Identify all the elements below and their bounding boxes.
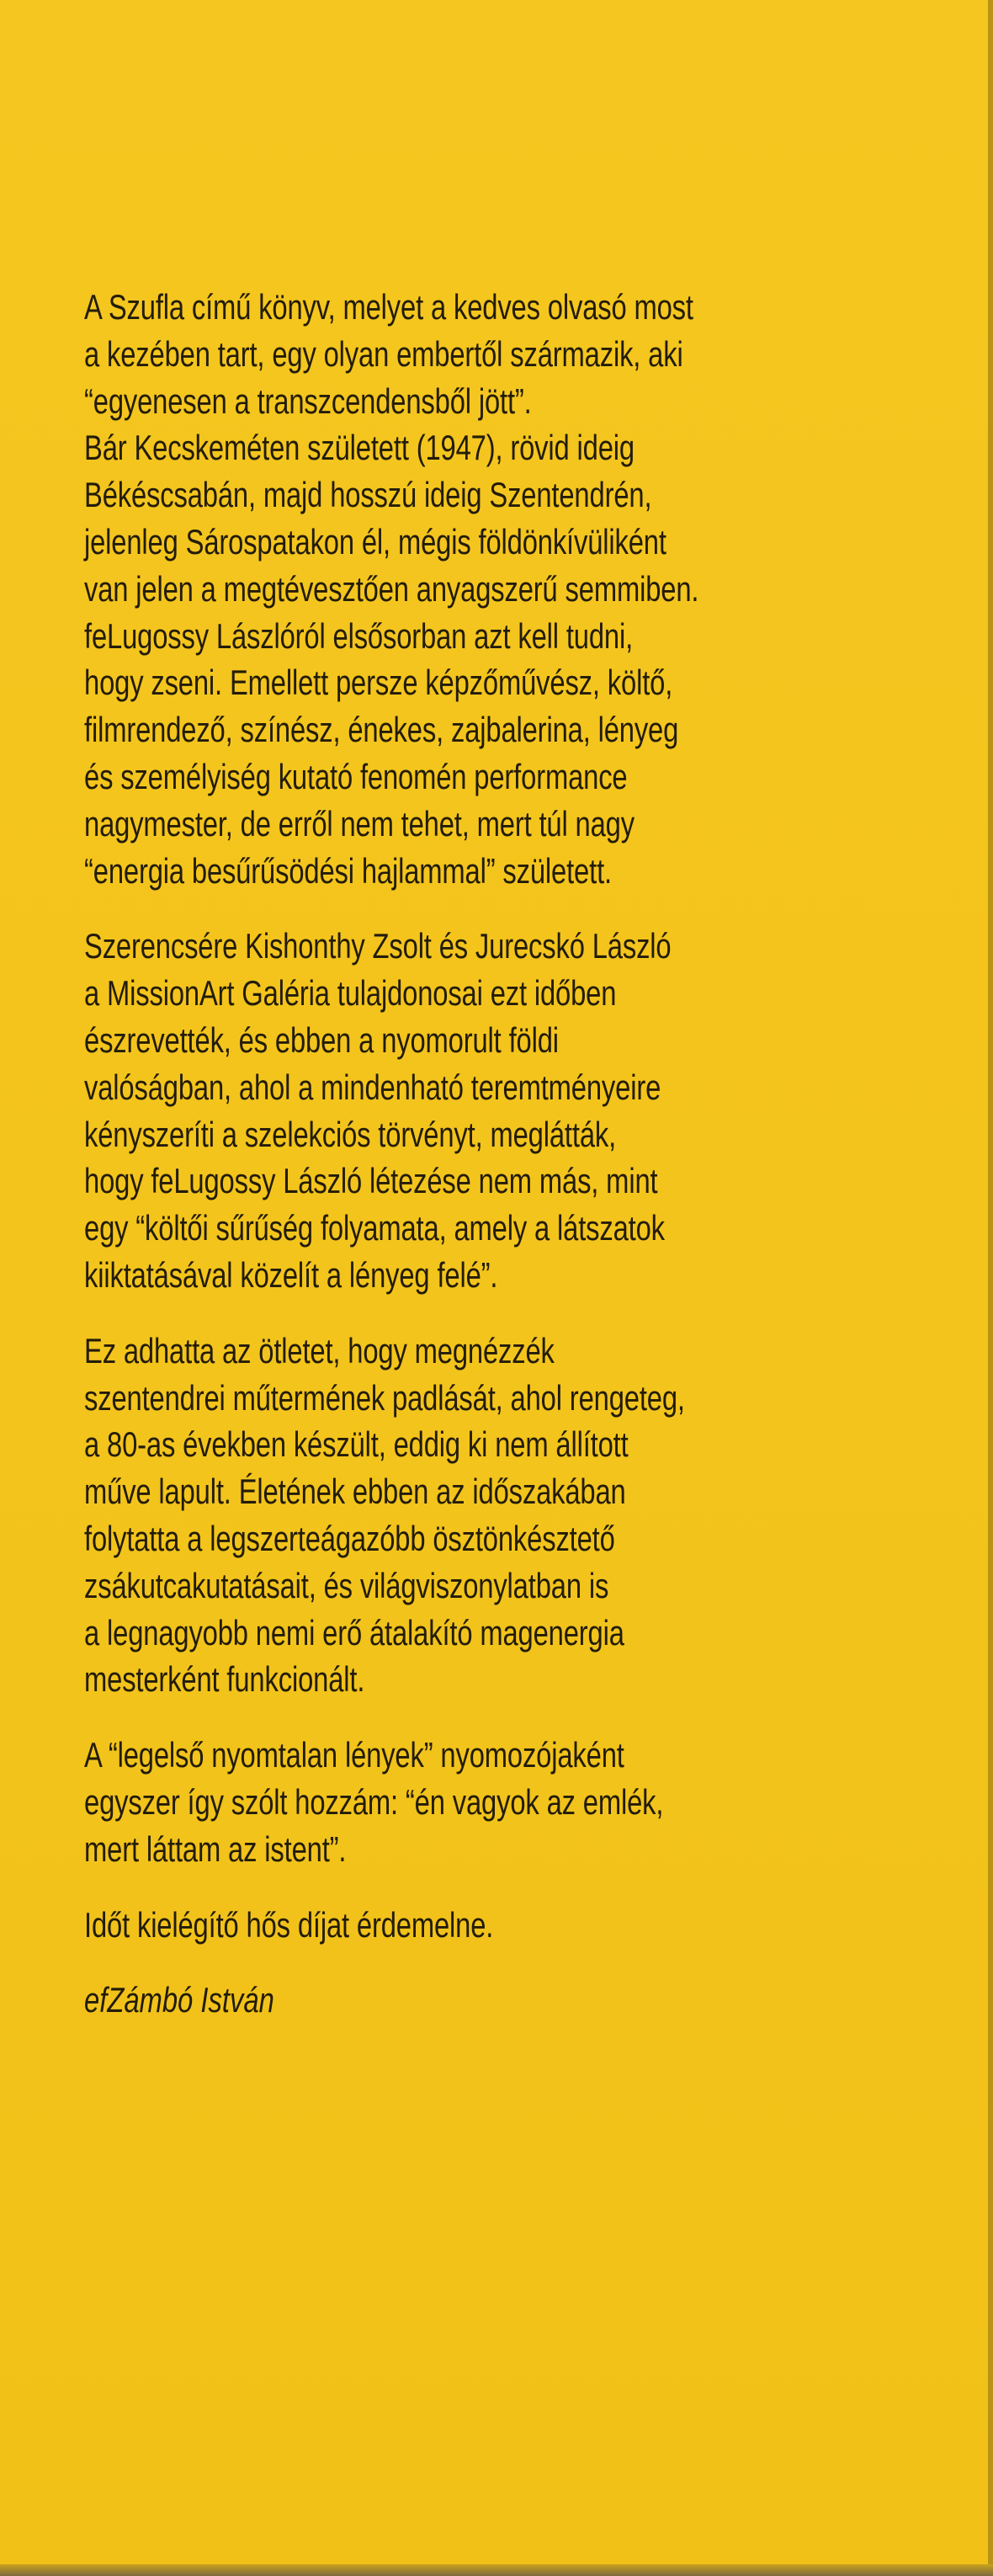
- text-line: feLugossy Lászlóról elsősorban azt kell tudni,: [84, 615, 634, 656]
- text-line: A “legelső nyomtalan lények” nyomozójaként: [84, 1735, 624, 1775]
- text-line: mert láttam az istent”.: [84, 1828, 347, 1869]
- text-line: kiiktatásával közelít a lényeg felé”.: [84, 1254, 498, 1295]
- page-edge-right: [988, 0, 993, 2576]
- text-line: egy “költői sűrűség folyamata, amely a látszatok: [84, 1208, 665, 1248]
- text-line: folytatta a legszerteágazóbb ösztönkésztető: [84, 1518, 615, 1558]
- page-edge-bottom: [0, 2564, 993, 2576]
- text-line: valóságban, ahol a mindenható teremtményeire: [84, 1067, 661, 1107]
- paragraph-3: [84, 1328, 968, 1703]
- text-line: Szerencsére Kishonthy Zsolt és Jurecskó László: [84, 926, 672, 966]
- text-line: Békéscsabán, majd hosszú ideig Szentendrén,: [84, 475, 652, 515]
- text-line: nagymester, de erről nem tehet, mert túl nagy: [84, 803, 635, 844]
- paragraph-1: [84, 284, 968, 894]
- text-line: van jelen a megtévesztően anyagszerű semmiben.: [84, 568, 699, 609]
- cover-text: [84, 284, 968, 2024]
- paragraph-2: [84, 923, 968, 1298]
- text-line: a 80-as években készült, eddig ki nem állított: [84, 1424, 629, 1465]
- text-line: a legnagyobb nemi erő átalakító magenergia: [84, 1612, 624, 1653]
- text-line: Ez adhatta az ötletet, hogy megnézzék: [84, 1330, 555, 1370]
- text-line: “energia besűrűsödési hajlammal” született.: [84, 850, 612, 891]
- text-line: műve lapult. Életének ebben az időszakában: [84, 1472, 626, 1512]
- text-line: hogy feLugossy László létezése nem más, mint: [84, 1161, 658, 1201]
- text-line: szentendrei műtermének padlását, ahol rengeteg,: [84, 1377, 685, 1418]
- author-signature: efZámbó István: [84, 1980, 274, 2020]
- text-line: A Szufla című könyv, melyet a kedves olvasó most: [84, 287, 693, 327]
- text-line: zsákutcakutatásait, és világviszonylatban is: [84, 1565, 609, 1605]
- paragraph-5: [84, 1902, 968, 1949]
- text-line: kényszeríti a szelekciós törvényt, meglátták,: [84, 1114, 617, 1154]
- text-line: egyszer így szólt hozzám: “én vagyok az emlék,: [84, 1781, 664, 1822]
- text-line: észrevették, és ebben a nyomorult földi: [84, 1019, 559, 1060]
- text-line: Időt kielégítő hős díjat érdemelne.: [84, 1904, 494, 1945]
- text-line: Bár Kecskeméten született (1947), rövid ideig: [84, 428, 635, 468]
- text-line: jelenleg Sárospatakon él, mégis földönkívüliként: [84, 521, 666, 562]
- text-line: hogy zseni. Emellett persze képzőművész, költő,: [84, 663, 673, 703]
- text-line: a kezében tart, egy olyan embertől származik, aki: [84, 333, 683, 374]
- text-line: “egyenesen a transzcendensből jött”.: [84, 381, 532, 421]
- text-line: mesterként funkcionált.: [84, 1659, 365, 1700]
- text-line: a MissionArt Galéria tulajdonosai ezt időben: [84, 973, 617, 1014]
- text-line: filmrendező, színész, énekes, zajbalerina, lényeg: [84, 710, 679, 750]
- paragraph-4: [84, 1732, 968, 1872]
- text-line: és személyiség kutató fenomén performance: [84, 756, 628, 796]
